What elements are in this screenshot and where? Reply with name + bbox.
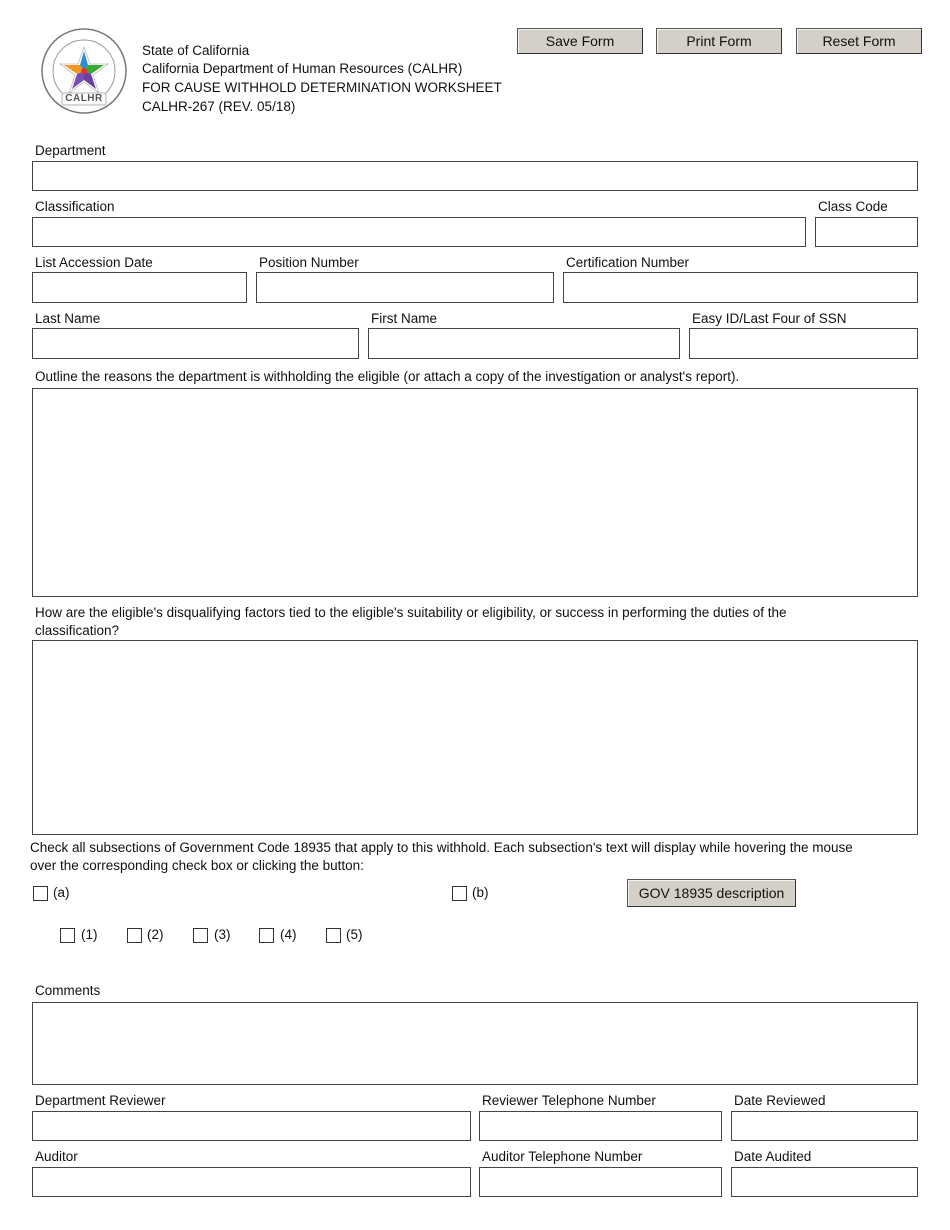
checkbox-a-label: (a) bbox=[53, 885, 70, 900]
factors-label bbox=[35, 604, 915, 640]
first-name-field[interactable] bbox=[368, 328, 680, 359]
checkbox-2-label: (2) bbox=[147, 927, 164, 942]
classification-label: Classification bbox=[35, 199, 115, 214]
classification-field[interactable] bbox=[32, 217, 806, 247]
checkbox-a[interactable] bbox=[33, 886, 48, 901]
list-accession-date-field[interactable] bbox=[32, 272, 247, 303]
gov-code-instructions-line2: over the corresponding check box or clicking the button: bbox=[30, 858, 364, 873]
department-field[interactable] bbox=[32, 161, 918, 191]
header-form-number: CALHR-267 (REV. 05/18) bbox=[142, 99, 296, 114]
factors-label-line2: classification? bbox=[35, 623, 120, 638]
logo-text: CALHR bbox=[65, 93, 103, 104]
list-accession-date-label: List Accession Date bbox=[35, 255, 153, 270]
date-reviewed-field[interactable] bbox=[731, 1111, 918, 1141]
auditor-field[interactable] bbox=[32, 1167, 471, 1197]
checkbox-3[interactable] bbox=[193, 928, 208, 943]
position-number-label: Position Number bbox=[259, 255, 359, 270]
header-department: California Department of Human Resources (CALHR) bbox=[142, 61, 463, 76]
checkbox-4[interactable] bbox=[259, 928, 274, 943]
date-audited-label: Date Audited bbox=[734, 1149, 812, 1164]
header-form-title: FOR CAUSE WITHHOLD DETERMINATION WORKSHEET bbox=[142, 80, 502, 95]
checkbox-2[interactable] bbox=[127, 928, 142, 943]
class-code-field[interactable] bbox=[815, 217, 918, 247]
gov-code-instructions bbox=[30, 839, 945, 875]
auditor-phone-field[interactable] bbox=[479, 1167, 722, 1197]
checkbox-5-label: (5) bbox=[346, 927, 363, 942]
department-label: Department bbox=[35, 143, 106, 158]
gov-18935-description-button[interactable]: GOV 18935 description bbox=[627, 879, 796, 907]
certification-number-label: Certification Number bbox=[566, 255, 690, 270]
reasons-textarea[interactable] bbox=[32, 388, 918, 597]
date-reviewed-label: Date Reviewed bbox=[734, 1093, 826, 1108]
comments-label: Comments bbox=[35, 983, 101, 998]
first-name-label: First Name bbox=[371, 311, 438, 326]
save-button[interactable]: Save Form bbox=[517, 28, 643, 54]
factors-label-line1: How are the eligible's disqualifying factors tied to the eligible's suitability or eligibility, or success in performing the duties of the bbox=[35, 605, 787, 620]
date-audited-field[interactable] bbox=[731, 1167, 918, 1197]
checkbox-3-label: (3) bbox=[214, 927, 231, 942]
checkbox-1[interactable] bbox=[60, 928, 75, 943]
last-name-field[interactable] bbox=[32, 328, 359, 359]
checkbox-1-label: (1) bbox=[81, 927, 98, 942]
reasons-label: Outline the reasons the department is withholding the eligible (or attach a copy of the investigation or analyst's report). bbox=[35, 369, 740, 384]
auditor-label: Auditor bbox=[35, 1149, 78, 1164]
certification-number-field[interactable] bbox=[563, 272, 918, 303]
reset-button[interactable]: Reset Form bbox=[796, 28, 922, 54]
reviewer-phone-field[interactable] bbox=[479, 1111, 722, 1141]
department-reviewer-label: Department Reviewer bbox=[35, 1093, 166, 1108]
easy-id-field[interactable] bbox=[689, 328, 918, 359]
last-name-label: Last Name bbox=[35, 311, 101, 326]
class-code-label: Class Code bbox=[818, 199, 888, 214]
header-state: State of California bbox=[142, 43, 250, 58]
gov-code-instructions-line1: Check all subsections of Government Code 18935 that apply to this withhold. Each subsection's text will display while hovering the mouse bbox=[30, 840, 853, 855]
print-button[interactable]: Print Form bbox=[656, 28, 782, 54]
factors-textarea[interactable] bbox=[32, 640, 918, 835]
reviewer-phone-label: Reviewer Telephone Number bbox=[482, 1093, 656, 1108]
checkbox-4-label: (4) bbox=[280, 927, 297, 942]
auditor-phone-label: Auditor Telephone Number bbox=[482, 1149, 643, 1164]
comments-textarea[interactable] bbox=[32, 1002, 918, 1085]
position-number-field[interactable] bbox=[256, 272, 554, 303]
easy-id-label: Easy ID/Last Four of SSN bbox=[692, 311, 847, 326]
calhr-logo bbox=[40, 27, 128, 115]
checkbox-b[interactable] bbox=[452, 886, 467, 901]
department-reviewer-field[interactable] bbox=[32, 1111, 471, 1141]
checkbox-b-label: (b) bbox=[472, 885, 489, 900]
checkbox-5[interactable] bbox=[326, 928, 341, 943]
